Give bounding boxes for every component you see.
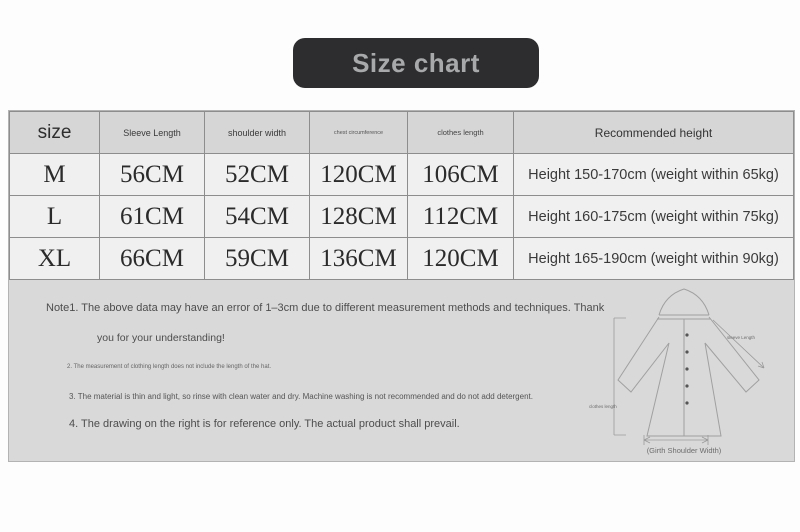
size-cell: M bbox=[10, 154, 100, 196]
size-cell: XL bbox=[10, 238, 100, 280]
chest-cell: 120CM bbox=[310, 154, 408, 196]
chest-cell: 128CM bbox=[310, 196, 408, 238]
sleeve-cell: 66CM bbox=[100, 238, 205, 280]
sleeve-cell: 56CM bbox=[100, 154, 205, 196]
sleeve-length-measure-line bbox=[713, 320, 764, 368]
sleeve-cell: 61CM bbox=[100, 196, 205, 238]
notes-section bbox=[9, 280, 794, 464]
shoulder-cell: 54CM bbox=[205, 196, 310, 238]
page-title: Size chart bbox=[352, 47, 480, 78]
right-sleeve bbox=[705, 317, 759, 392]
table-row-m bbox=[10, 154, 794, 196]
table-row-l bbox=[10, 196, 794, 238]
clothes-length-label: clothes length bbox=[589, 404, 617, 409]
note-line-4: 4. The drawing on the right is for reference only. The actual product shall prevail. bbox=[69, 418, 460, 430]
chest-cell: 136CM bbox=[310, 238, 408, 280]
button bbox=[685, 384, 688, 387]
col-header-clothes: clothes length bbox=[408, 112, 514, 154]
note-line-2: 2. The measurement of clothing length does not include the length of the hat. bbox=[67, 364, 272, 370]
raincoat-diagram bbox=[581, 285, 796, 460]
length-cell: 120CM bbox=[408, 238, 514, 280]
button bbox=[685, 401, 688, 404]
height-cell: Height 160-175cm (weight within 75kg) bbox=[514, 196, 794, 238]
col-header-size: size bbox=[10, 112, 100, 154]
col-header-shoulder: shoulder width bbox=[205, 112, 310, 154]
height-cell: Height 165-190cm (weight within 90kg) bbox=[514, 238, 794, 280]
note-line-3: 3. The material is thin and light, so rinse with clean water and dry. Machine washing is not recommended and do not add detergent. bbox=[69, 392, 533, 401]
button bbox=[685, 367, 688, 370]
button bbox=[685, 333, 688, 336]
length-cell: 106CM bbox=[408, 154, 514, 196]
size-table bbox=[9, 111, 794, 280]
sleeve-length-label: sleeve Length bbox=[727, 335, 756, 340]
table-header-row bbox=[10, 112, 794, 154]
girth-label: (Girth Shoulder Width) bbox=[646, 446, 722, 455]
size-cell: L bbox=[10, 196, 100, 238]
col-header-chest: chest circumference bbox=[310, 112, 408, 154]
left-sleeve bbox=[618, 317, 669, 392]
button bbox=[685, 350, 688, 353]
height-cell: Height 150-170cm (weight within 65kg) bbox=[514, 154, 794, 196]
title-pill bbox=[293, 38, 539, 88]
shoulder-cell: 52CM bbox=[205, 154, 310, 196]
col-header-recommended: Recommended height bbox=[514, 112, 794, 154]
hood-outline bbox=[659, 289, 709, 315]
length-cell: 112CM bbox=[408, 196, 514, 238]
note-line-1: Note1. The above data may have an error of 1–3cm due to different measurement methods and techniques. Thank bbox=[46, 302, 605, 314]
col-header-sleeve: Sleeve Length bbox=[100, 112, 205, 154]
note-line-1b: you for your understanding! bbox=[97, 332, 225, 344]
shoulder-cell: 59CM bbox=[205, 238, 310, 280]
table-row-xl bbox=[10, 238, 794, 280]
size-panel bbox=[8, 110, 795, 462]
